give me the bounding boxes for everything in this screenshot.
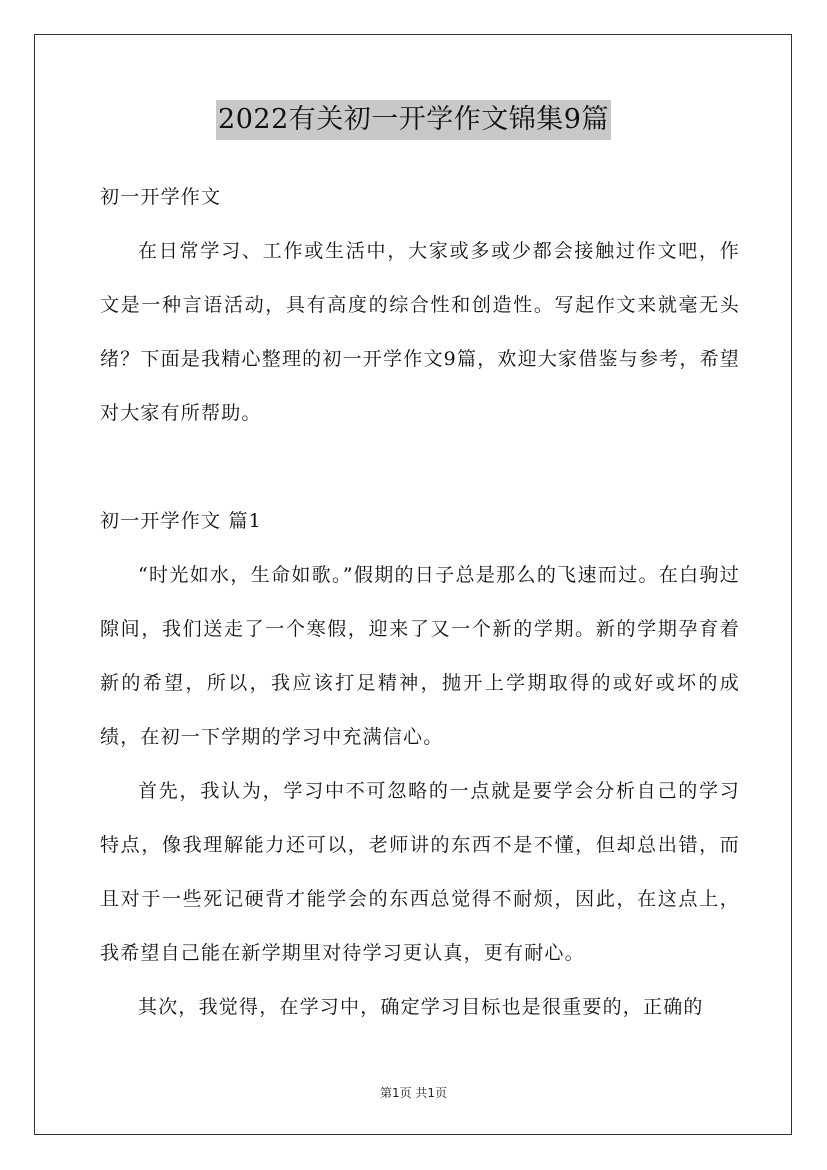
body-paragraph: 其次，我觉得，在学习中，确定学习目标也是很重要的，正确的 xyxy=(138,996,704,1018)
title-container xyxy=(0,100,827,140)
document-title: 2022有关初一开学作文锦集9篇 xyxy=(216,100,611,140)
page-footer: 第1页 共1页 xyxy=(379,1086,448,1100)
body-paragraph: “时光如水，生命如歌。”假期的日子总是那么的飞速而过。在白驹过隙间，我们送走了一个寒假，迎来了又一个新的学期。新的学期孕育着新的希望，所以，我应该打足精神，抛开上学期取得的或好或坏的成绩，在初一下学期的学习中充满信心。 xyxy=(100,564,740,748)
section-heading: 初一开学作文 篇1 xyxy=(100,510,262,532)
intro-paragraph: 在日常学习、工作或生活中，大家或多或少都会接触过作文吧，作文是一种言语活动，具有高度的综合性和创造性。写起作文来就毫无头绪？下面是我精心整理的初一开学作文9篇，欢迎大家借鉴与参考，希望对大家有所帮助。 xyxy=(100,240,740,424)
document-body xyxy=(100,170,740,1034)
body-paragraph: 首先，我认为，学习中不可忽略的一点就是要学会分析自己的学习特点，像我理解能力还可以，老师讲的东西不是不懂，但却总出错，而且对于一些死记硬背才能学会的东西总觉得不耐烦，因此，在这点上，我希望自己能在新学期里对待学习更认真，更有耐心。 xyxy=(100,780,740,964)
section-spacer xyxy=(100,440,740,494)
intro-heading: 初一开学作文 xyxy=(100,186,222,208)
